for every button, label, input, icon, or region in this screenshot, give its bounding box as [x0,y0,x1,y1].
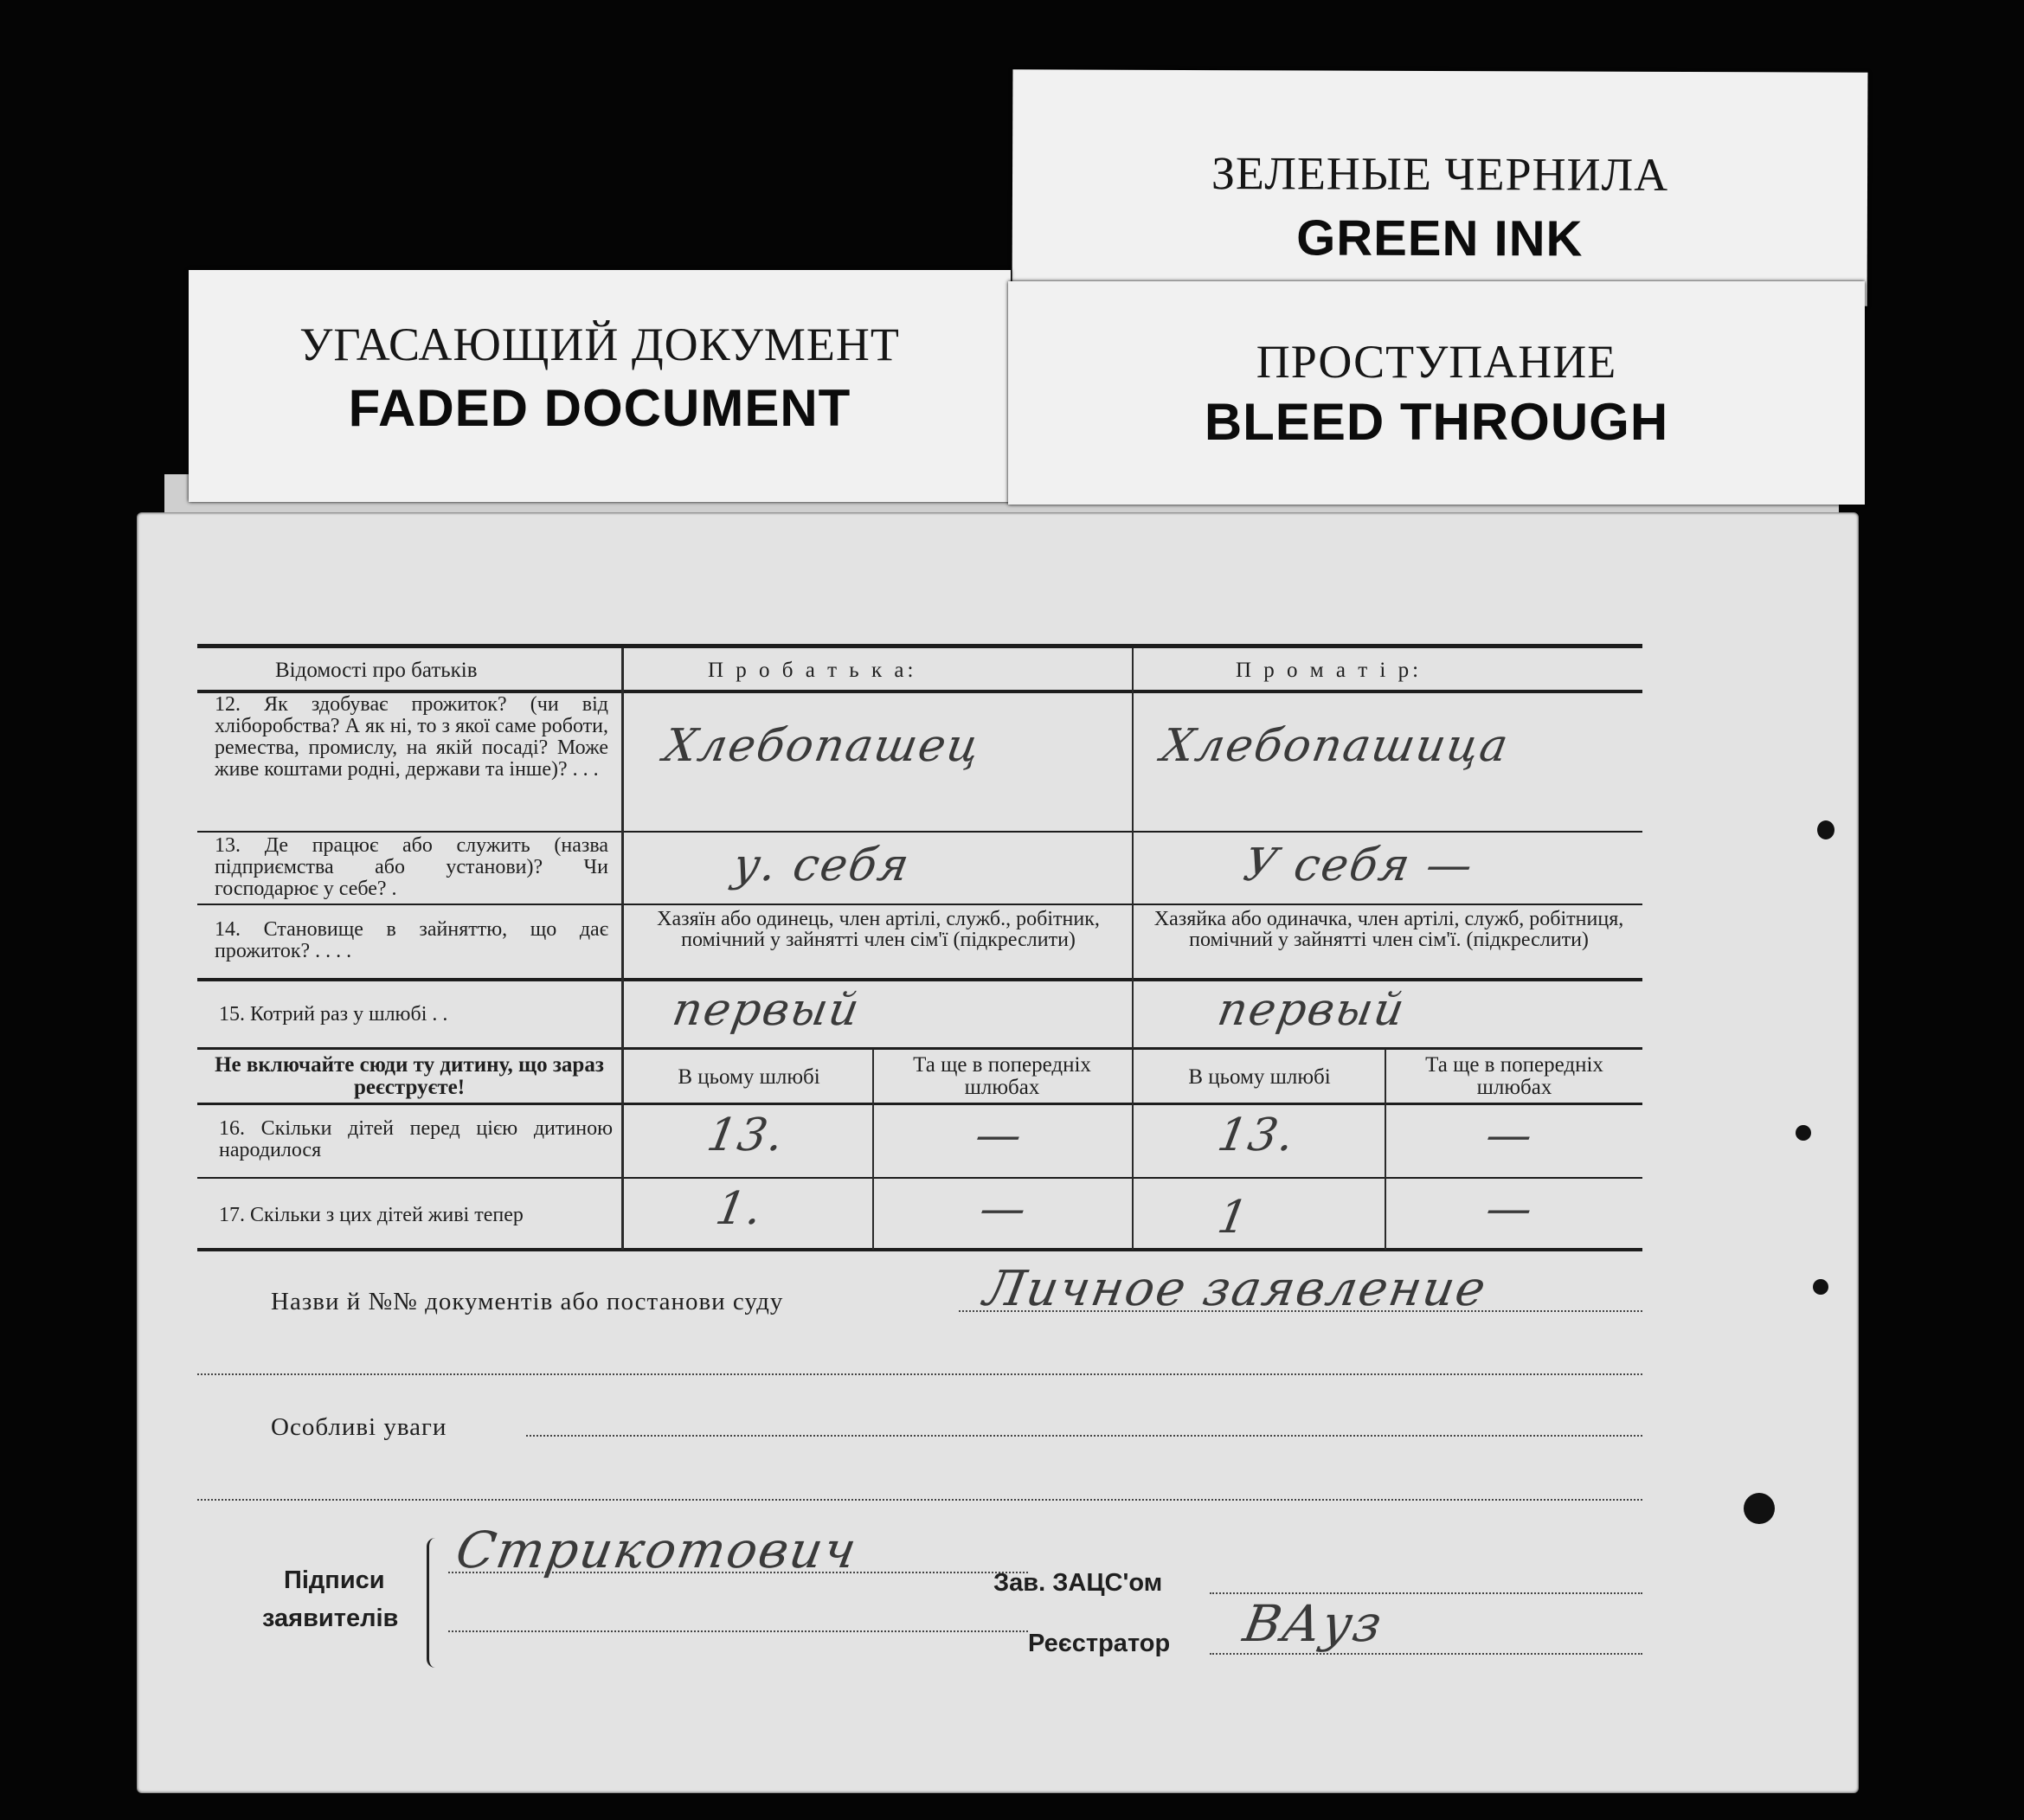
green-ink-label-ru: ЗЕЛЕНЫЕ ЧЕРНИЛА [1211,147,1669,201]
father-this-marriage-header: В цьому шлюбі [678,1065,820,1089]
row-rule [197,904,1642,905]
q16-mother-prev: — [1481,1109,1539,1161]
column-divider [872,1049,874,1250]
binding-hole [1744,1493,1775,1524]
applicants-label-1: Підписи [284,1566,385,1594]
q16-mother-this: 13. [1213,1109,1300,1161]
faded-document-label-en: FADED DOCUMENT [348,379,851,437]
q16-father-this: 13. [703,1109,789,1161]
faded-document-card [189,270,1011,502]
applicant-signature-line [448,1572,1028,1573]
registrar-label: Реєстратор [1028,1630,1171,1657]
faded-document-label-ru: УГАСАЮЩИЙ ДОКУМЕНТ [299,318,900,370]
documents-label: Назви й №№ документів або постанови суду [271,1288,784,1315]
remarks-line-2 [197,1499,1642,1501]
registrar-signature: ВАуз [1239,1594,1388,1653]
column-divider [621,648,624,1250]
q17-father-prev: — [975,1183,1032,1235]
green-ink-label-en: GREEN INK [1296,209,1584,267]
q17-mother-prev: — [1481,1183,1539,1235]
column-divider [1385,1049,1386,1250]
registration-form-page [137,512,1859,1793]
row-rule [197,1177,1642,1179]
q13-father-answer: у. себя [729,839,915,891]
row-rule [197,978,1642,981]
q15-mother-answer: первый [1213,984,1410,1036]
mother-this-marriage-header: В цьому шлюбі [1188,1065,1331,1089]
applicant-signature-line-2 [448,1630,1028,1632]
remarks-line [526,1435,1642,1437]
applicants-brace [427,1538,441,1668]
binding-hole [1796,1125,1811,1141]
remarks-label: Особливі уваги [271,1413,447,1441]
head-label: Зав. ЗАЦС'ом [993,1569,1163,1597]
father-previous-header: Та ще в попередніх шлюбах [913,1053,1091,1099]
q15-father-answer: первый [668,984,864,1036]
registrar-signature-line [1210,1653,1642,1655]
header-about-mother: П р о м а т і р: [1236,659,1423,682]
bleed-through-label-en: BLEED THROUGH [1204,393,1669,451]
table-bottom-rule [197,1248,1642,1251]
table-top-rule [197,644,1642,648]
children-note: Не включайте сюди ту дитину, що зараз реєструєте! [215,1053,604,1099]
green-ink-card [1012,69,1868,305]
mother-previous-header: Та ще в попередніх шлюбах [1425,1053,1603,1099]
bleed-through-card [1008,281,1865,505]
q13-label: 13. Де працює або служить (назва підприємства або установи)? Чи господарює у себе? . [215,834,608,900]
q16-label: 16. Скільки дітей перед цією дитиною народилося [219,1117,613,1161]
q15-label: 15. Котрий раз у шлюбі . . [219,1003,448,1026]
applicant-signature: Стрикотович [452,1521,863,1579]
bleed-through-label-ru: ПРОСТУПАНИЕ [1256,336,1617,388]
q17-label: 17. Скільки з цих дітей живі тепер [219,1204,524,1226]
q17-father-this: 1. [711,1183,768,1235]
applicants-label-2: заявителів [262,1605,399,1632]
q12-father-answer: Хлебопашец [659,720,986,772]
documents-line-2 [197,1373,1642,1375]
row-rule [197,1103,1642,1105]
q14-label: 14. Становище в зайняттю, що дає прожиток? . . . . [215,918,608,962]
q12-label: 12. Як здобуває прожиток? (чи від хліборобства? А як ні, то з якої саме роботи, ремества, промислу, на якій посаді? Може живе коштами родні, держави та інше)? . . . [215,693,608,781]
q14-mother-options: Хазяйка або одиначка, член артілі, служб, робітниця, помічний у зайнятті член сім'ї. (підкреслити) [1153,908,1624,951]
q16-father-prev: — [971,1109,1028,1161]
q12-mother-answer: Хлебопашица [1157,720,1513,772]
row-rule [197,1047,1642,1050]
q14-father-options: Хазяїн або одинець, член артілі, служб., робітник, помічний у зайнятті член сім'ї (підкреслити) [657,908,1100,951]
row-rule [197,831,1642,833]
header-parents-info: Відомості про батьків [275,659,478,682]
header-about-father: П р о б а т ь к а: [708,659,917,682]
binding-hole [1813,1279,1828,1295]
column-divider [1132,648,1134,1250]
binding-hole [1817,820,1834,839]
documents-value: Личное заявление [980,1261,1492,1317]
q13-mother-answer: У себя — [1239,839,1478,891]
q17-mother-this: 1 [1213,1192,1254,1244]
